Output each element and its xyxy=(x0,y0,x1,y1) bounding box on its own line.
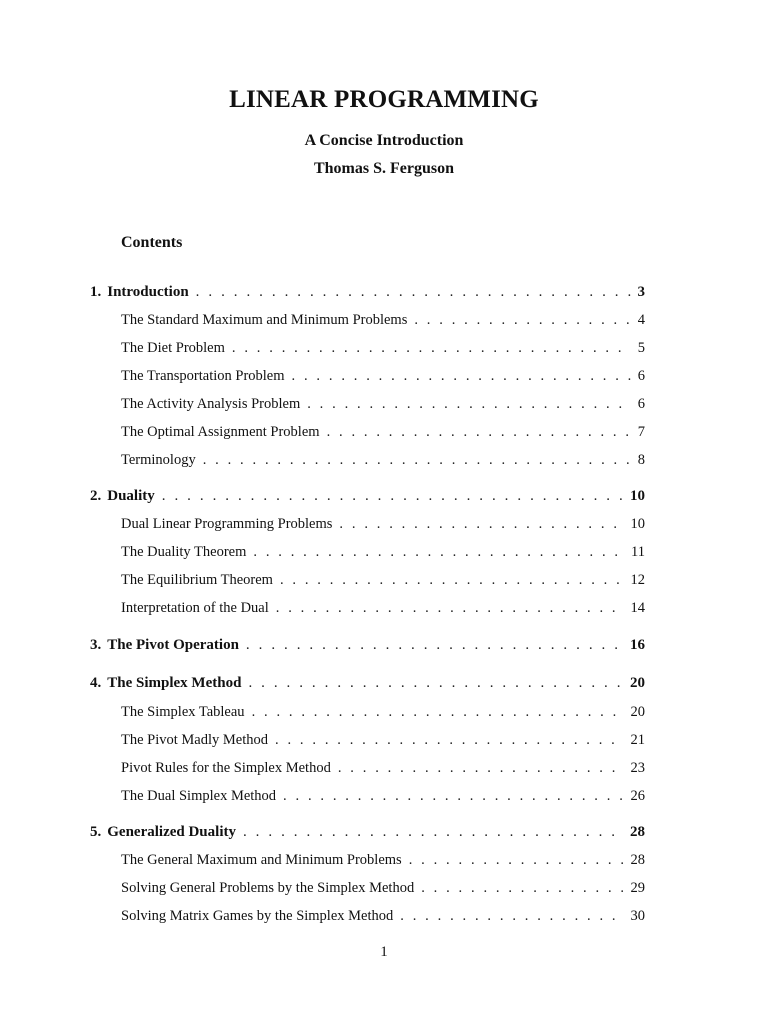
toc-section-number: 1. xyxy=(90,284,102,300)
toc-entry[interactable] xyxy=(121,338,645,358)
page-title: LINEAR PROGRAMMING xyxy=(229,86,539,113)
toc-page-number: 21 xyxy=(630,732,645,748)
toc-page-number: 14 xyxy=(630,600,645,616)
toc-page-number: 8 xyxy=(637,452,645,468)
toc-leader-dots xyxy=(283,786,623,806)
toc-leader-dots xyxy=(292,366,631,386)
toc-entry[interactable] xyxy=(121,310,645,330)
toc-leader-dots xyxy=(203,450,631,470)
toc-entry-title: The General Maximum and Minimum Problems xyxy=(121,852,402,868)
toc-leader-dots xyxy=(276,598,624,618)
toc-entry[interactable] xyxy=(121,514,645,534)
toc-entry-title: The Activity Analysis Problem xyxy=(121,396,301,412)
toc-entry-title: Dual Linear Programming Problems xyxy=(121,516,333,532)
toc-entry-title: The Diet Problem xyxy=(121,340,225,356)
toc-entry-title: The Transportation Problem xyxy=(121,368,285,384)
toc-leader-dots xyxy=(253,542,624,562)
toc-leader-dots xyxy=(246,635,623,655)
toc-page-number: 28 xyxy=(630,852,645,868)
toc-section-title: Introduction xyxy=(107,284,189,300)
toc-page-number: 23 xyxy=(630,760,645,776)
toc-leader-dots xyxy=(280,570,624,590)
toc-entry-title: The Dual Simplex Method xyxy=(121,788,277,804)
toc-section-pivot-operation[interactable] xyxy=(90,635,645,655)
toc-leader-dots xyxy=(338,758,624,778)
toc-section-number: 3. xyxy=(90,637,102,653)
toc-leader-dots xyxy=(252,702,624,722)
toc-section-duality[interactable] xyxy=(90,486,645,506)
toc-page-number: 7 xyxy=(637,424,645,440)
toc-entry[interactable] xyxy=(121,598,645,618)
toc-leader-dots xyxy=(248,673,623,693)
toc-entry-title: Terminology xyxy=(121,452,196,468)
toc-entry[interactable] xyxy=(121,850,645,870)
contents-heading: Contents xyxy=(121,234,183,251)
toc-leader-dots xyxy=(232,338,631,358)
toc-leader-dots xyxy=(414,310,630,330)
toc-page-number: 6 xyxy=(637,368,645,384)
toc-leader-dots xyxy=(327,422,631,442)
toc-page-number: 10 xyxy=(630,488,645,504)
toc-page-number: 12 xyxy=(630,572,645,588)
toc-leader-dots xyxy=(307,394,631,414)
toc-entry-title: The Equilibrium Theorem xyxy=(121,572,273,588)
toc-page-number: 10 xyxy=(630,516,645,532)
toc-leader-dots xyxy=(162,486,623,506)
toc-section-generalized-duality[interactable] xyxy=(90,822,645,842)
page-number: 1 xyxy=(380,944,388,960)
toc-entry[interactable] xyxy=(121,906,645,926)
toc-entry[interactable] xyxy=(121,702,645,722)
toc-entry-title: Pivot Rules for the Simplex Method xyxy=(121,760,331,776)
toc-entry[interactable] xyxy=(121,730,645,750)
toc-entry-title: The Standard Maximum and Minimum Problems xyxy=(121,312,408,328)
toc-entry[interactable] xyxy=(121,366,645,386)
toc-entry[interactable] xyxy=(121,786,645,806)
toc-page-number: 20 xyxy=(630,675,645,691)
toc-entry[interactable] xyxy=(121,758,645,778)
toc-section-simplex-method[interactable] xyxy=(90,673,645,693)
toc-page-number: 29 xyxy=(630,880,645,896)
toc-leader-dots xyxy=(421,878,623,898)
toc-entry-title: The Optimal Assignment Problem xyxy=(121,424,320,440)
toc-page-number: 20 xyxy=(630,704,645,720)
toc-page-number: 28 xyxy=(630,824,645,840)
toc-page-number: 5 xyxy=(637,340,645,356)
toc-section-title: Generalized Duality xyxy=(107,824,236,840)
toc-section-number: 4. xyxy=(90,675,102,691)
toc-entry-title: Solving General Problems by the Simplex Method xyxy=(121,880,415,896)
toc-section-title: The Pivot Operation xyxy=(107,637,239,653)
toc-leader-dots xyxy=(339,514,623,534)
toc-section-introduction[interactable] xyxy=(90,282,645,302)
toc-leader-dots xyxy=(243,822,623,842)
toc-entry[interactable] xyxy=(121,878,645,898)
page-subtitle: A Concise Introduction xyxy=(304,132,464,149)
toc-section-number: 2. xyxy=(90,488,102,504)
toc-page-number: 6 xyxy=(637,396,645,412)
toc-leader-dots xyxy=(275,730,623,750)
toc-page-number: 30 xyxy=(630,908,645,924)
toc-page-number: 4 xyxy=(637,312,645,328)
toc-page-number: 11 xyxy=(631,544,645,560)
toc-page-number: 26 xyxy=(630,788,645,804)
toc-entry[interactable] xyxy=(121,542,645,562)
toc-entry-title: Interpretation of the Dual xyxy=(121,600,269,616)
toc-entry[interactable] xyxy=(121,570,645,590)
toc-section-title: Duality xyxy=(107,488,155,504)
toc-section-title: The Simplex Method xyxy=(107,675,242,691)
toc-page-number: 3 xyxy=(637,284,645,300)
toc-entry-title: Solving Matrix Games by the Simplex Method xyxy=(121,908,394,924)
toc-entry[interactable] xyxy=(121,422,645,442)
toc-entry-title: The Simplex Tableau xyxy=(121,704,245,720)
toc-entry[interactable] xyxy=(121,450,645,470)
toc-leader-dots xyxy=(196,282,631,302)
author-name: Thomas S. Ferguson xyxy=(313,160,455,177)
toc-entry-title: The Duality Theorem xyxy=(121,544,247,560)
toc-leader-dots xyxy=(400,906,623,926)
toc-entry-title: The Pivot Madly Method xyxy=(121,732,269,748)
toc-leader-dots xyxy=(409,850,624,870)
toc-section-number: 5. xyxy=(90,824,102,840)
toc-page-number: 16 xyxy=(630,637,645,653)
toc-entry[interactable] xyxy=(121,394,645,414)
